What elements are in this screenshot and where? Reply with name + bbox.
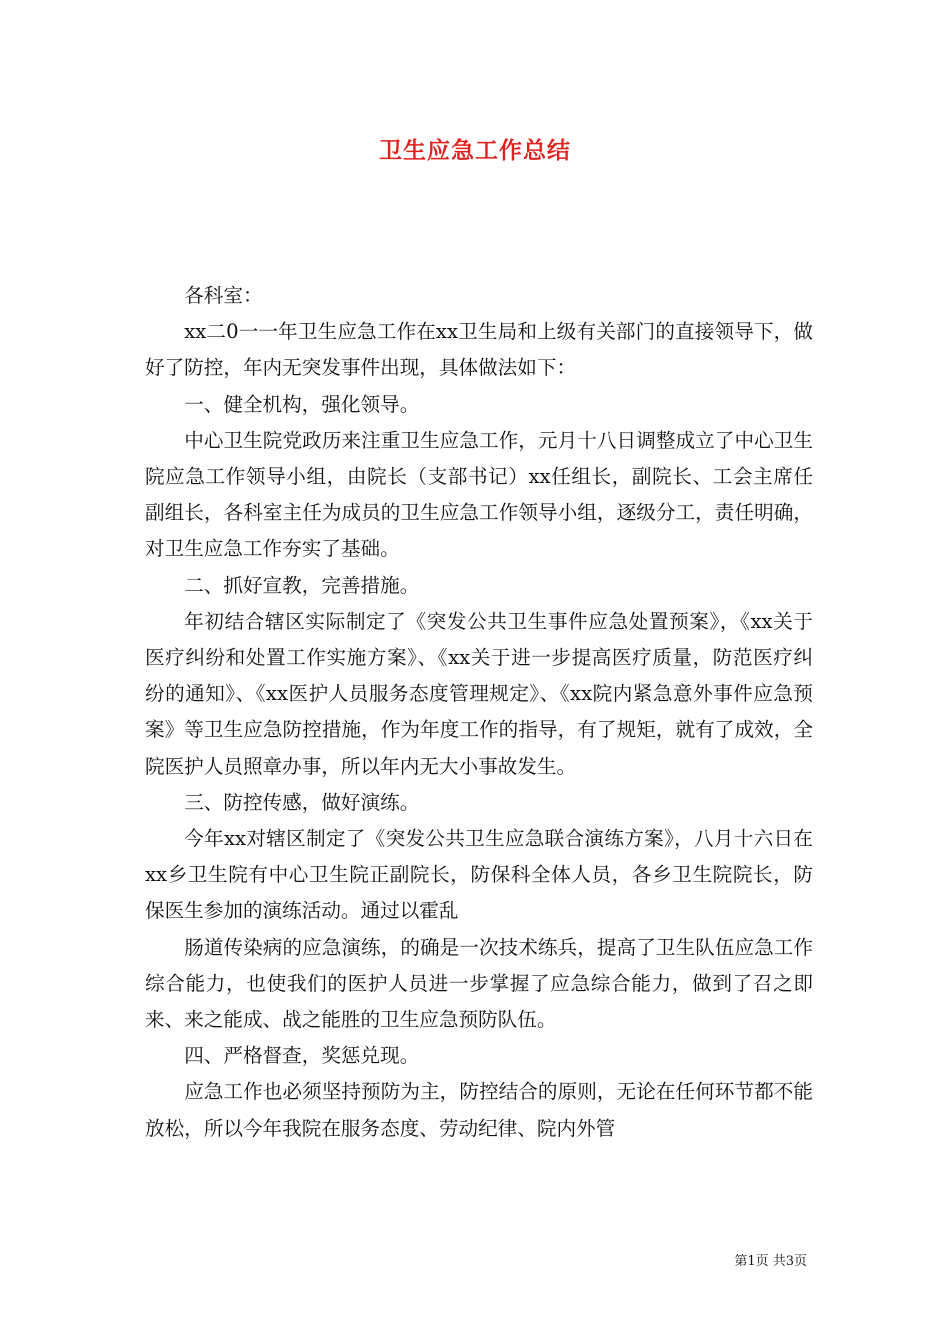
section-heading-2: 二、抓好宣教，完善措施。 [184, 573, 420, 597]
paragraph-section-2: 年初结合辖区实际制定了《突发公共卫生事件应急处置预案》，《xx关于医疗纠纷和处置工作实施方案》、《xx关于进一步提高医疗质量，防范医疗纠纷的通知》、《xx医护人员服务态度管理规定》、《xx院内紧急意外事件应急预案》等卫生应急防控措施，作为年度工作的指导，有了规矩，就有了成效，全院医护人员照章办事，所以年内无大小事故发生。 [145, 609, 813, 778]
section-heading-1: 一、健全机构，强化领导。 [184, 392, 420, 416]
page-number: 第1页 共3页 [734, 1254, 807, 1269]
paragraph-section-1: 中心卫生院党政历来注重卫生应急工作，元月十八日调整成立了中心卫生院应急工作领导小组，由院长（支部书记）xx任组长，副院长、工会主席任副组长，各科室主任为成员的卫生应急工作领导小组，逐级分工，责任明确，对卫生应急工作夯实了基础。 [145, 428, 813, 561]
paragraph-salutation: 各科室： [184, 284, 263, 307]
document-title: 卫生应急工作总结 [379, 137, 571, 164]
paragraph-section-3b: 肠道传染病的应急演练，的确是一次技术练兵，提高了卫生队伍应急工作综合能力，也使我们的医护人员进一步掌握了应急综合能力，做到了召之即来、来之能成、战之能胜的卫生应急预防队伍。 [145, 935, 813, 1032]
paragraph-section-4: 应急工作也必须坚持预防为主，防控结合的原则，无论在任何环节都不能放松，所以今年我院在服务态度、劳动纪律、院内外管 [145, 1080, 813, 1140]
paragraph-intro: xx二0一一年卫生应急工作在xx卫生局和上级有关部门的直接领导下，做好了防控，年内无突发事件出现，具体做法如下： [145, 320, 813, 380]
section-heading-4: 四、严格督查，奖惩兑现。 [184, 1044, 420, 1068]
section-heading-3: 三、防控传感，做好演练。 [184, 790, 420, 814]
document-body [145, 278, 813, 1147]
paragraph-section-3a: 今年xx对辖区制定了《突发公共卫生应急联合演练方案》，八月十六日在xx乡卫生院有中心卫生院正副院长，防保科全体人员，各乡卫生院院长，防保医生参加的演练活动。通过以霍乱 [145, 827, 813, 923]
